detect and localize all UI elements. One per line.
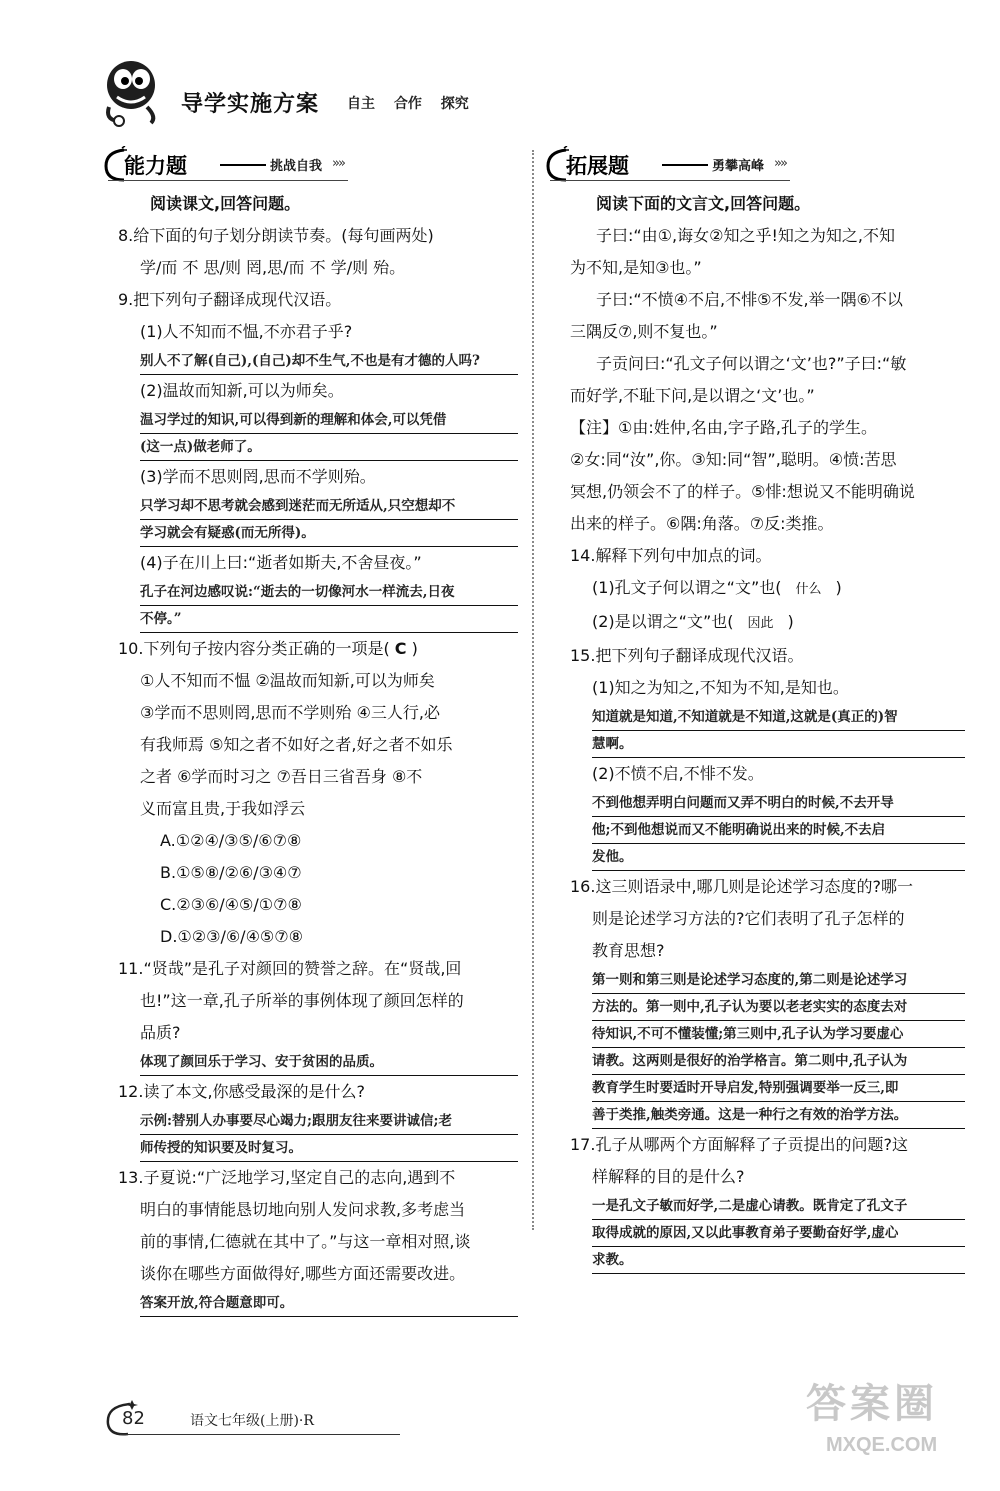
arrows-icon: »» [774, 156, 786, 171]
footer-line [120, 1434, 400, 1435]
right-column [570, 188, 965, 1274]
passage-line-2: 为不知,是知③也。” [570, 258, 702, 277]
q10-body-3: 有我师焉 ⑤知之者不如好之者,好之者不如乐 [140, 735, 453, 754]
q11-answer: 体现了颜回乐于学习、安于贫困的品质。 [118, 1049, 518, 1076]
left-section-title: 能力题 [124, 154, 187, 178]
q15-1: (1)知之为知之,不知为不知,是知也。 [592, 678, 849, 697]
q10-body-2: ③学而不思则罔,思而不学则殆 ④三人行,必 [140, 703, 440, 722]
tag-self: 自主 [347, 96, 375, 112]
column-divider [532, 150, 534, 1230]
left-section-sub: 挑战自我 [270, 159, 323, 174]
q13-stem-3: 前的事情,仁德就在其中了。”与这一章相对照,谈 [140, 1232, 471, 1251]
q9-4-answer: 孔子在河边感叹说:“逝去的一切像河水一样流去,日夜 不停。” [118, 579, 518, 633]
arrows-icon: »» [332, 156, 344, 171]
q9-2: (2)温故而知新,可以为师矣。 [140, 381, 344, 400]
heading-underline [108, 180, 348, 181]
passage-line-6: 而好学,不耻下问,是以谓之‘文’也。” [570, 386, 815, 405]
passage-line-5: 子贡问曰:“孔文子何以谓之‘文’也?”子曰:“敏 [596, 354, 907, 373]
q11-stem-1: 11.“贤哉”是孔子对颜回的赞誉之辞。在“贤哉,回 [118, 959, 462, 978]
q12-stem: 12.读了本文,你感受最深的是什么? [118, 1082, 366, 1101]
watermark-text: 答案圈 [806, 1381, 938, 1427]
q13-stem-1: 13.子夏说:“广泛地学习,坚定自己的志向,遇到不 [118, 1168, 456, 1187]
q10-option-d: D.①②③/⑥/④⑤⑦⑧ [160, 927, 303, 946]
title-dash [662, 164, 708, 166]
q12-answer: 示例:替别人办事要尽心竭力;跟朋友往来要讲诚信;老 师传授的知识要及时复习。 [118, 1108, 518, 1162]
q14-2: (2)是以谓之“文”也( 因此 ) [570, 606, 965, 640]
q15-stem: 15.把下列句子翻译成现代汉语。 [570, 646, 804, 665]
q9-4: (4)子在川上曰:“逝者如斯夫,不舍昼夜。” [140, 553, 422, 572]
q10-body-4: 之者 ⑥学而时习之 ⑦吾日三省吾身 ⑧不 [140, 767, 423, 786]
q10-answer: C [394, 639, 407, 658]
q14-stem: 14.解释下列句中加点的词。 [570, 546, 772, 565]
mascot-icon [95, 55, 175, 127]
book-title: 语文七年级(上册)·R [190, 1413, 314, 1429]
notes-line-2: ②女:同“汝”,你。③知:同“智”,聪明。④愤:苦思 [570, 450, 897, 469]
q14-1-answer: 什么 [795, 582, 822, 597]
passage-line-4: 三隅反⑦,则不复也。” [570, 322, 718, 341]
q17-answer: 一是孔文子敏而好学,二是虚心请教。既肯定了孔文子 取得成就的原因,又以此事教育弟子要勤奋好学,虚心 求教。 [570, 1193, 965, 1274]
q8-stem: 8.给下面的句子划分朗读节奏。(每句画两处) [118, 226, 434, 245]
q10-body-1: ①人不知而不愠 ②温故而知新,可以为师矣 [140, 671, 435, 690]
q10-body-5: 义而富且贵,于我如浮云 [140, 799, 306, 818]
notes-line-1: 【注】①由:姓仲,名由,字子路,孔子的学生。 [570, 418, 877, 437]
q13-stem-4: 谈你在哪些方面做得好,哪些方面还需要改进。 [140, 1264, 466, 1283]
q13-answer: 答案开放,符合题意即可。 [118, 1290, 518, 1317]
tag-explore: 探究 [440, 96, 469, 112]
title-dash [220, 164, 266, 166]
page-header [95, 55, 975, 127]
q8-line: 学/而 不 思/则 罔,思/而 不 学/则 殆。 [140, 258, 406, 277]
q9-1: (1)人不知而不愠,不亦君子乎? [140, 322, 353, 341]
q13-stem-2: 明白的事情能恳切地向别人发问求教,多考虑当 [140, 1200, 466, 1219]
left-section-heading [102, 146, 362, 186]
q10-option-c: C.②③⑥/④⑤/①⑦⑧ [160, 895, 302, 914]
passage-line-3: 子曰:“不愤④不启,不悱⑤不发,举一隅⑥不以 [596, 290, 903, 309]
q16-stem-3: 教育思想? [592, 941, 665, 960]
q10-stem: 10.下列句子按内容分类正确的一项是( C ) [118, 639, 418, 658]
notes-line-4: 出来的样子。⑥隅:角落。⑦反:类推。 [570, 514, 834, 533]
q17-stem-2: 样解释的目的是什么? [592, 1167, 745, 1186]
right-section-title: 拓展题 [566, 154, 629, 178]
left-column [118, 188, 518, 1317]
page-number: 82 [122, 1408, 145, 1429]
header-title: 导学实施方案 [181, 92, 320, 117]
heading-underline [550, 180, 790, 181]
q9-2-answer: 温习学过的知识,可以得到新的理解和体会,可以凭借 (这一点)做老师了。 [118, 407, 518, 461]
q16-answer: 第一则和第三则是论述学习态度的,第二则是论述学习 方法的。第一则中,孔子认为要以老老实实的态度去对 待知识,不可不懂装懂;第三则中,孔子认为学习要虚心 请教。这两则是很好的治学格言。第二则中,孔子认为 教育学生时要适时开导启发,特别强调要举一反三,即 善于类推,触类旁通。这是一种行之有效的治学方法。 [570, 967, 965, 1129]
q9-3-answer: 只学习却不思考就会感到迷茫而无所适从,只空想却不 学习就会有疑惑(而无所得)。 [118, 493, 518, 547]
tag-cooperate: 合作 [393, 96, 422, 112]
right-section-sub: 勇攀高峰 [712, 159, 765, 174]
q14-2-answer: 因此 [747, 616, 774, 631]
q11-stem-3: 品质? [140, 1023, 181, 1042]
q14-1: (1)孔文子何以谓之“文”也( 什么 ) [570, 572, 965, 606]
q15-1-answer: 知道就是知道,不知道就是不知道,这就是(真正的)智 慧啊。 [570, 704, 965, 758]
q15-2-answer: 不到他想弄明白问题而又弄不明白的时候,不去开导 他;不到他想说而又不能明确说出来的时候,不去启 发他。 [570, 790, 965, 871]
notes-line-3: 冥想,仍领会不了的样子。⑤悱:想说又不能明确说 [570, 482, 915, 501]
page-footer [100, 1398, 410, 1438]
q16-stem-1: 16.这三则语录中,哪几则是论述学习态度的?哪一 [570, 877, 914, 896]
q10-option-b: B.①⑤⑧/②⑥/③④⑦ [160, 863, 302, 882]
q9-3: (3)学而不思则罔,思而不学则殆。 [140, 467, 376, 486]
q17-stem-1: 17.孔子从哪两个方面解释了子贡提出的问题?这 [570, 1135, 908, 1154]
watermark [790, 1368, 990, 1478]
right-instruction: 阅读下面的文言文,回答问题。 [596, 194, 811, 213]
left-instruction: 阅读课文,回答问题。 [150, 194, 301, 213]
q16-stem-2: 则是论述学习方法的?它们表明了孔子怎样的 [592, 909, 905, 928]
q10-option-a: A.①②④/③⑤/⑥⑦⑧ [160, 831, 302, 850]
q11-stem-2: 也!”这一章,孔子所举的事例体现了颜回怎样的 [140, 991, 464, 1010]
q9-1-answer: 别人不了解(自己),(自己)却不生气,不也是有才德的人吗? [118, 348, 518, 375]
q9-stem: 9.把下列句子翻译成现代汉语。 [118, 290, 342, 309]
passage-line-1: 子曰:“由①,诲女②知之乎!知之为知之,不知 [596, 226, 895, 245]
q15-2: (2)不愤不启,不悱不发。 [592, 764, 764, 783]
header-tags [347, 93, 483, 113]
right-section-heading [544, 146, 804, 186]
watermark-url: MXQE.COM [826, 1434, 938, 1456]
